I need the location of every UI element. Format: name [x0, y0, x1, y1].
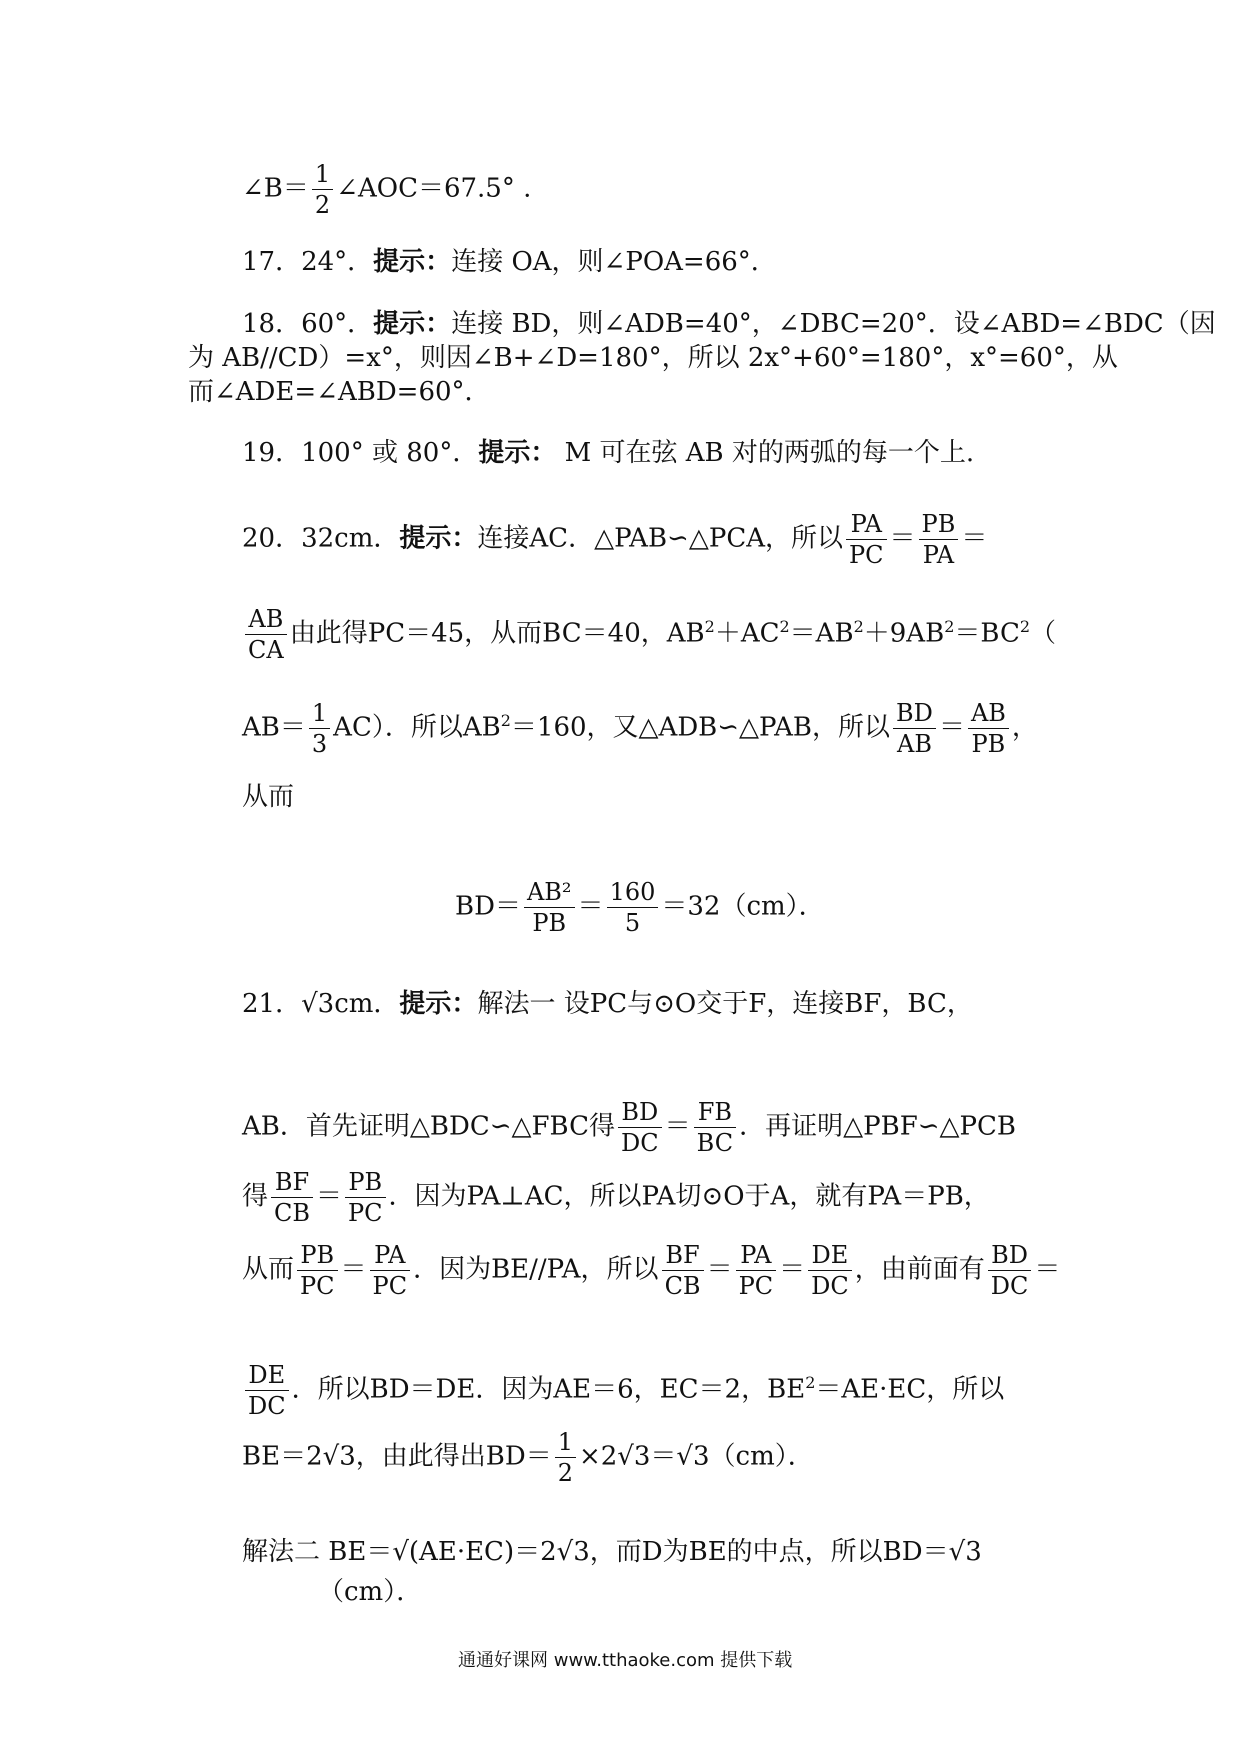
- hint-label: 提示：: [373, 309, 452, 339]
- fraction-ab2-pb: $\frac{\text{AB²}}{PB}$: [524, 880, 575, 935]
- answer-21-method2-line2: （cm）．: [318, 1577, 423, 1607]
- answer-20-line3: AB＝ $\frac{1}{3}$ AC）．所以$AB^2=160$，又△ADB∽△PAB，所以 $\frac{BD}{AB}$ ＝ $\frac{AB}{PB}$ ，: [242, 699, 1038, 758]
- answer-18-line2: 为 AB//CD）=x°，则因∠B+∠D=180°，所以 2x°+60°=180°，x°=60°，从: [188, 343, 1118, 373]
- answer-18-line3: 而∠ADE=∠ABD=60°．: [188, 377, 491, 407]
- answer-21-line2: AB．首先证明△BDC∽△FBC得 $\frac{BD}{DC}$ ＝ $\frac{FB}{BC}$ ．再证明△PBF∽△PCB: [242, 1098, 1017, 1157]
- answer-21-line3: 得 $\frac{BF}{CB}$ ＝ $\frac{PB}{PC}$ ．因为PA⊥AC，所以PA切⊙O于A，就有PA＝PB，: [242, 1168, 990, 1227]
- answer-21: 21．√3cm．提示：解法一 设PC与⊙O交于F，连接BF，BC，: [242, 989, 973, 1019]
- answer-21-line6: BE＝2√3，由此得出BD＝ $\frac{1}{2}$ ×2√3＝√3（cm）．: [242, 1428, 814, 1487]
- line-angle-b: ∠B＝ $\frac{1}{2}$ ∠AOC＝67.5° .: [242, 160, 532, 219]
- answer-20: 20．32cm．提示：连接AC．△PAB∽△PCA，所以 $\frac{PA}{PC}$ ＝ $\frac{PB}{PA}$ ＝: [242, 510, 988, 569]
- answer-17: 17．24°．提示：连接 OA，则∠POA=66°．: [242, 247, 777, 277]
- hint-label: 提示：: [373, 247, 452, 277]
- answer-20-formula: BD＝ $\frac{\text{AB²}}{PB}$ ＝ $\frac{160}{5}$ ＝32（cm）．: [455, 878, 825, 937]
- hint-label: 提示：: [399, 989, 478, 1019]
- fraction-de-dc: $\frac{DE}{DC}$: [245, 1363, 289, 1418]
- answer-21-line4: 从而 $\frac{PB}{PC}$ ＝ $\frac{PA}{PC}$ ．因为BE//PA，所以 $\frac{BF}{CB}$ ＝ $\frac{PA}{PC}$ ＝ $\frac{DE}{DC}$ ，由前面有 $\frac{BD}{DC}$ ＝: [242, 1241, 1061, 1300]
- answer-20-line2: $\frac{AB}{CA}$ 由此得PC＝45，从而BC＝40，$AB^2+AC^2=AB^2+9AB^2=BC^2$（: [242, 607, 1056, 662]
- fraction-pa-pc: $\frac{PA}{PC}$: [846, 512, 887, 567]
- fraction-bf-cb: $\frac{BF}{CB}$: [662, 1243, 704, 1298]
- fraction-bd-ab: $\frac{BD}{AB}$: [893, 701, 936, 756]
- fraction-one-third: $\frac{1}{3}$: [309, 701, 330, 756]
- fraction-bf-cb: $\frac{BF}{CB}$: [271, 1170, 313, 1225]
- fraction-pb-pc: $\frac{PB}{PC}$: [297, 1243, 338, 1298]
- fraction-ab-pb: $\frac{AB}{PB}$: [968, 701, 1009, 756]
- fraction-bd-dc: $\frac{BD}{DC}$: [618, 1100, 662, 1155]
- answer-20-line4: 从而: [242, 782, 295, 812]
- fraction-bd-dc: $\frac{BD}{DC}$: [988, 1243, 1032, 1298]
- fraction-pa-pc: $\frac{PA}{PC}$: [370, 1243, 411, 1298]
- answer-21-method2: 解法二 BE＝√(AE·EC)＝2√3，而D为BE的中点，所以BD＝√3: [242, 1537, 982, 1567]
- answer-18: 18．60°．提示：连接 BD，则∠ADB=40°，∠DBC=20°．设∠ABD=∠BDC（因: [242, 309, 1216, 339]
- fraction-pb-pa: $\frac{PB}{PA}$: [919, 512, 959, 567]
- fraction-one-half: $\frac{1}{2}$: [312, 162, 333, 217]
- hint-label: 提示：: [399, 523, 478, 554]
- fraction-fb-bc: $\frac{FB}{BC}$: [694, 1100, 736, 1155]
- fraction-ab-ca: $\frac{AB}{CA}$: [245, 607, 287, 662]
- answer-19: 19．100° 或 80°．提示： M 可在弦 AB 对的两弧的每一个上.: [242, 438, 975, 468]
- page-footer: 通通好课网 www.tthaoke.com 提供下载: [458, 1650, 793, 1671]
- fraction-one-half: $\frac{1}{2}$: [555, 1430, 576, 1485]
- fraction-de-dc: $\frac{DE}{DC}$: [808, 1243, 852, 1298]
- fraction-pb-pc: $\frac{PB}{PC}$: [345, 1170, 386, 1225]
- fraction-160-5: $\frac{160}{5}$: [607, 880, 659, 935]
- answer-21-line5: $\frac{DE}{DC}$ ．所以BD＝DE．因为AE＝6，EC＝2，$BE^2=AE\cdot EC$，所以: [242, 1363, 1004, 1418]
- fraction-pa-pc: $\frac{PA}{PC}$: [736, 1243, 777, 1298]
- hint-label: 提示：: [478, 438, 557, 468]
